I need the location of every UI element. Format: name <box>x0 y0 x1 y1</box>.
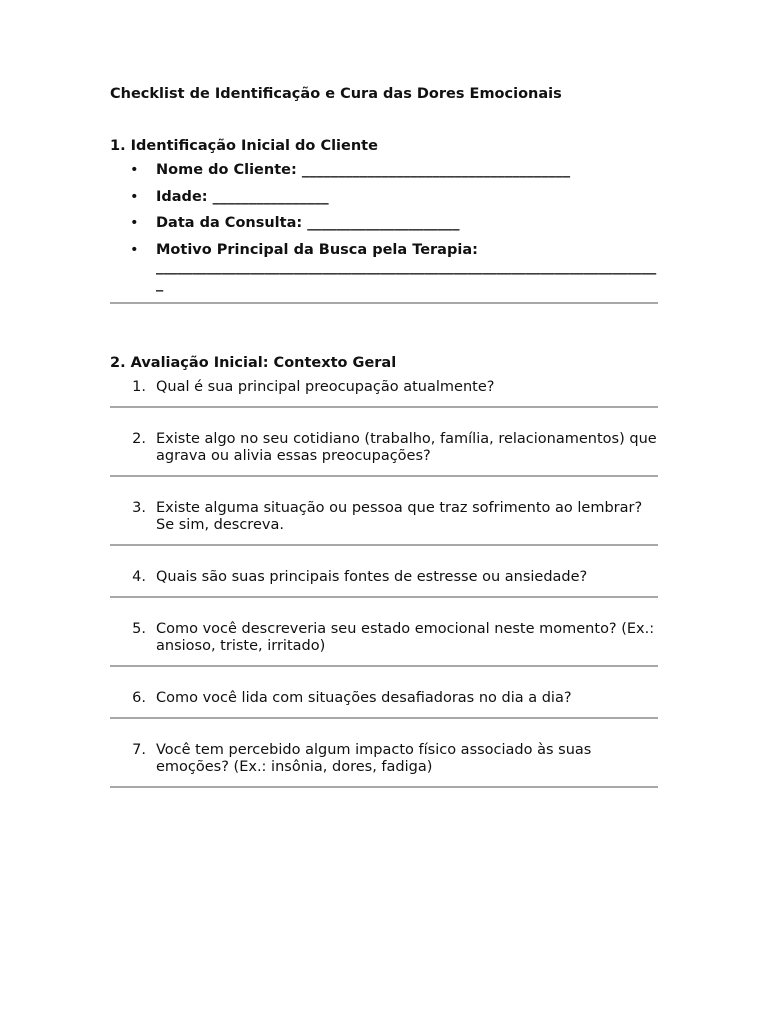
field-client-name <box>110 162 658 179</box>
question-text: Existe alguma situação ou pessoa que traz sofrimento ao lembrar? Se sim, descreva. <box>156 500 643 533</box>
answer-line <box>110 665 658 667</box>
field-consult-date <box>110 215 658 232</box>
bullet-icon: • <box>130 215 139 231</box>
field-label: Data da Consulta: <box>156 215 303 231</box>
section-2-heading: 2. Avaliação Inicial: Contexto Geral <box>110 355 397 371</box>
answer-line <box>110 406 658 408</box>
question-item <box>110 431 658 477</box>
question-number: 5. <box>132 621 146 637</box>
question-number: 3. <box>132 500 146 516</box>
question-item <box>110 742 658 788</box>
question-item <box>110 569 658 598</box>
question-number: 7. <box>132 742 146 758</box>
question-text: Quais são suas principais fontes de estresse ou ansiedade? <box>156 569 588 585</box>
document-page <box>110 84 658 811</box>
question-text: Você tem percebido algum impacto físico associado às suas emoções? (Ex.: insônia, dores, fadiga) <box>156 742 592 775</box>
answer-line <box>110 475 658 477</box>
answer-line <box>110 544 658 546</box>
question-item <box>110 621 658 667</box>
question-item <box>110 379 658 408</box>
field-label: Motivo Principal da Busca pela Terapia: <box>156 241 478 258</box>
field-blank: _____________________ <box>307 215 460 231</box>
answer-line <box>110 596 658 598</box>
document-title: Checklist de Identificação e Cura das Dores Emocionais <box>110 86 562 102</box>
question-number: 2. <box>132 431 146 447</box>
question-text: Como você lida com situações desafiadoras no dia a dia? <box>156 690 572 706</box>
bullet-icon: • <box>130 188 139 205</box>
section-1-heading: 1. Identificação Inicial do Cliente <box>110 138 378 154</box>
field-blank: ______________________________________________________________________ <box>156 258 657 292</box>
answer-line <box>110 717 658 719</box>
question-item <box>110 690 658 719</box>
question-list <box>110 379 658 788</box>
question-item <box>110 500 658 546</box>
question-number: 4. <box>132 569 146 585</box>
section-1-divider <box>110 302 658 304</box>
question-text: Qual é sua principal preocupação atualmente? <box>156 379 495 395</box>
bullet-icon: • <box>130 241 139 258</box>
client-info-list <box>110 162 658 293</box>
question-number: 1. <box>132 379 146 395</box>
answer-line <box>110 786 658 788</box>
question-number: 6. <box>132 690 146 706</box>
field-main-reason <box>110 242 658 293</box>
question-text: Como você descreveria seu estado emocional neste momento? (Ex.: ansioso, triste, irritado) <box>156 621 655 654</box>
field-age <box>110 189 658 206</box>
field-label: Idade: <box>156 188 208 205</box>
field-blank: ________________ <box>212 188 329 205</box>
bullet-icon: • <box>130 162 139 178</box>
question-text: Existe algo no seu cotidiano (trabalho, família, relacionamentos) que agrava ou alivia essas preocupações? <box>156 431 657 464</box>
field-blank: _____________________________________ <box>301 162 571 178</box>
field-label: Nome do Cliente: <box>156 162 297 178</box>
